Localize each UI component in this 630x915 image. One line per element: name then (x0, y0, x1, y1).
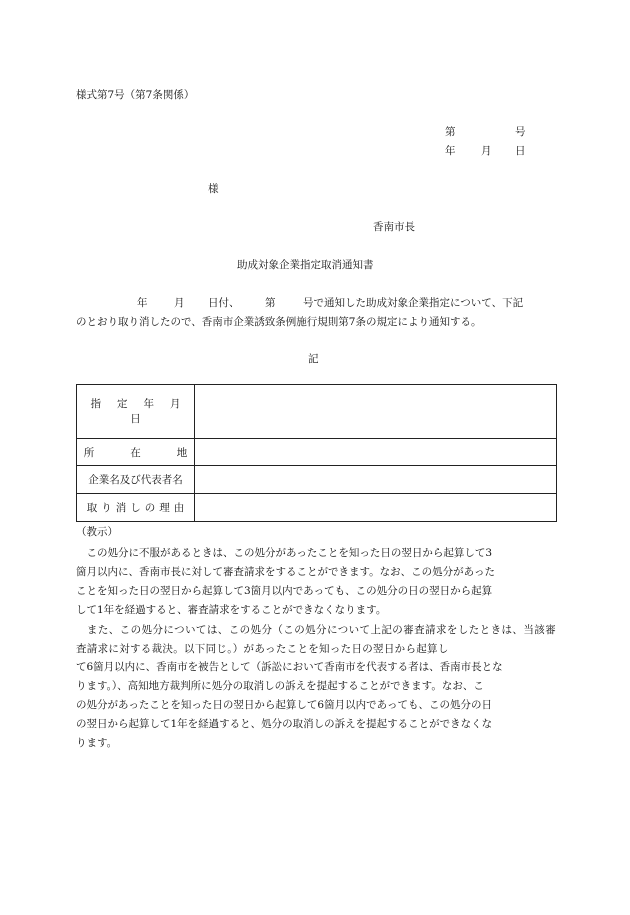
notice-p2-line3: ります。）、高知地方裁判所に処分の取消しの訴えを提起することができます。なお、こ (76, 680, 484, 692)
body-year: 年 (137, 297, 148, 309)
notice-p1-line2: 箇月以内に、香南市長に対して審査請求をすることができます。なお、この処分があった (76, 566, 496, 578)
date-year: 年 (445, 145, 456, 157)
body-dai: 第 (265, 297, 276, 309)
addressee-sama: 様 (208, 183, 219, 195)
value-designation-date[interactable] (195, 385, 557, 439)
notice-p1-line1: この処分に不服があるときは、この処分があったことを知った日の翌日から起算して3 (76, 547, 493, 559)
date-day: 日 (515, 145, 526, 157)
form-number: 様式第7号（第7条関係） (76, 89, 195, 101)
label-designation-date: 指 定 年 月日 (77, 385, 195, 439)
label-cancel-reason: 取 り 消 し の 理 由 (77, 494, 195, 522)
ki-heading: 記 (308, 353, 319, 365)
notice-p2-line1: また、この処分については、この処分（この処分について上記の審査請求をしたときは、当該審査請求に対する裁決。以下同じ。）があったことを知った日の翌日から起算し (76, 624, 556, 655)
label-company-representative: 企業名及び代表者名 (77, 466, 195, 494)
document-title: 助成対象企業指定取消通知書 (237, 259, 374, 271)
body-line1-rest: 号で通知した助成対象企業指定について、下記 (303, 297, 524, 309)
sender-name: 香南市長 (373, 221, 415, 233)
notice-heading: （教示） (76, 526, 118, 538)
reference-dai: 第 (445, 126, 456, 138)
notice-p1-line3: ことを知った日の翌日から起算して3箇月以内であっても、この処分の日の翌日から起算 (76, 585, 493, 597)
table-row (77, 466, 557, 494)
notice-p2-line6: ります。 (76, 737, 118, 749)
value-cancel-reason[interactable] (195, 494, 557, 522)
body-day: 日付、 (208, 297, 240, 309)
details-table (76, 384, 557, 522)
body-month: 月 (174, 297, 185, 309)
table-row (77, 385, 557, 439)
notice-p1-line4: して1年を経過すると、審査請求をすることができなくなります。 (76, 604, 387, 616)
reference-go: 号 (515, 126, 526, 138)
value-location[interactable] (195, 438, 557, 466)
notice-p2-line4: の処分があったことを知った日の翌日から起算して6箇月以内であっても、この処分の日 (76, 699, 492, 711)
date-month: 月 (481, 145, 492, 157)
table-row (77, 438, 557, 466)
notice-p2-line2: て6箇月以内に、香南市を被告として（訴訟において香南市を代表する者は、香南市長とな (76, 661, 503, 673)
label-location: 所 在 地 (77, 438, 195, 466)
body-line2: のとおり取り消したので、香南市企業誘致条例施行規則第7条の規定により通知する。 (76, 316, 482, 328)
notice-p2-line5: の翌日から起算して1年を経過すると、処分の取消しの訴えを提起することができなくな (76, 718, 493, 730)
table-row (77, 494, 557, 522)
value-company-representative[interactable] (195, 466, 557, 494)
